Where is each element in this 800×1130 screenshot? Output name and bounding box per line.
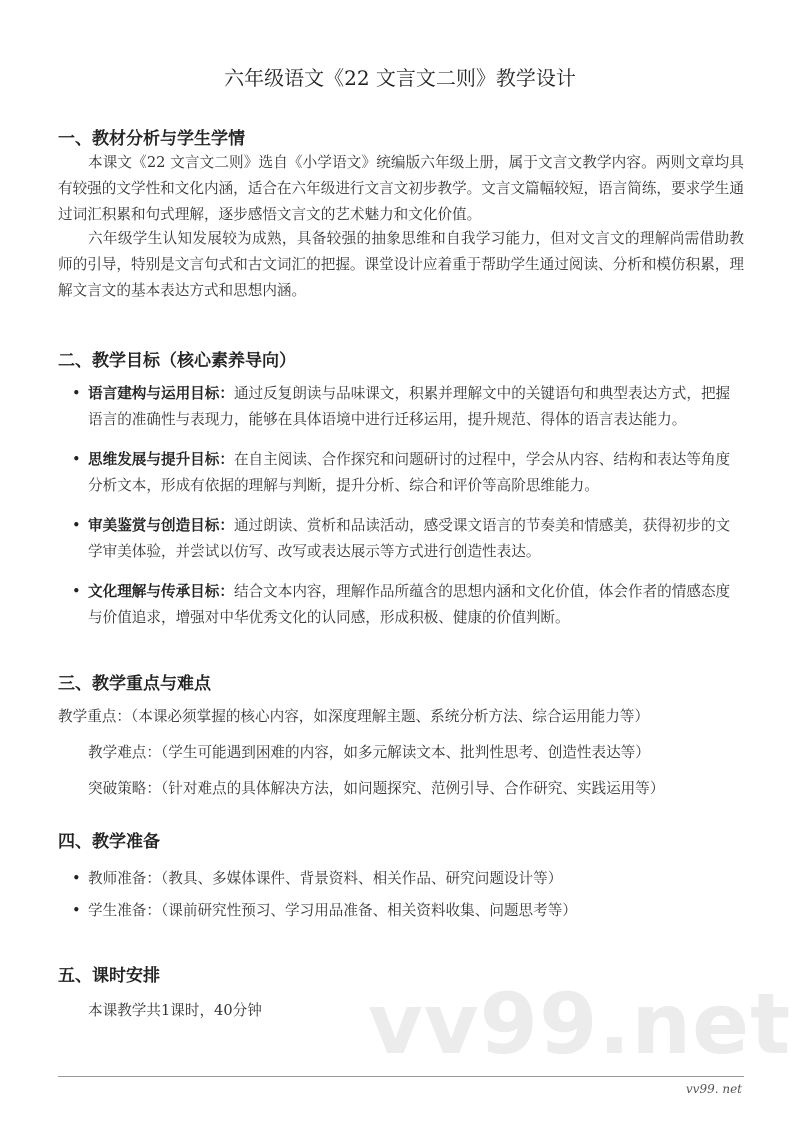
- section-heading-3: 三、教学重点与难点: [58, 674, 211, 694]
- objectives-list: [72, 381, 744, 631]
- item-label: 语言建构与运用目标：: [88, 385, 234, 402]
- preparation-list: [72, 866, 744, 924]
- section-heading-1: 一、教材分析与学生学情: [58, 129, 245, 149]
- section-heading-5: 五、课时安排: [58, 966, 160, 986]
- list-item: [72, 381, 744, 433]
- item-text: 通过朗读、赏析和品读活动，感受课文语言的节奏美和情感美，获得初步的文学审美体验，并尝试以仿写、改写或表达展示等方式进行创造性表达。: [88, 517, 731, 560]
- list-item: [72, 447, 744, 499]
- item-label: 文化理解与传承目标：: [88, 583, 234, 600]
- list-item: • 教师准备：（教具、多媒体课件、背景资料、相关作品、研究问题设计等）: [72, 866, 744, 892]
- list-item: [72, 513, 744, 565]
- list-item: • 学生准备：（课前研究性预习、学习用品准备、相关资料收集、问题思考等）: [72, 898, 744, 924]
- item-text: 在自主阅读、合作探究和问题研讨的过程中，学会从内容、结构和表达等角度分析文本，形成有依据的理解与判断，提升分析、综合和评价等高阶思维能力。: [88, 451, 731, 494]
- item-text: 通过反复朗读与品味课文，积累并理解文中的关键语句和典型表达方式，把握语言的准确性与表现力，能够在具体语境中进行迁移运用，提升规范、得体的语言表达能力。: [88, 385, 731, 428]
- schedule-text: 本课教学共1课时，40分钟: [88, 1002, 262, 1019]
- section-heading-2: 二、教学目标（核心素养导向）: [58, 351, 296, 371]
- paragraph: 六年级学生认知发展较为成熟，具备较强的抽象思维和自我学习能力，但对文言文的理解尚需借助教师的引导，特别是文言句式和古文词汇的把握。课堂设计应着重于帮助学生通过阅读、分析和模仿积累，理解文言文的基本表达方式和思想内涵。: [58, 230, 744, 299]
- strategies: 突破策略：（针对难点的具体解决方法，如问题探究、范例引导、合作研究、实践运用等）: [88, 780, 665, 797]
- item-text: 结合文本内容，理解作品所蕴含的思想内涵和文化价值，体会作者的情感态度与价值追求，增强对中华优秀文化的认同感，形成积极、健康的价值判断。: [88, 583, 731, 626]
- paragraph: 本课文《22 文言文二则》选自《小学语文》统编版六年级上册，属于文言文教学内容。两则文章均具有较强的文学性和文化内涵，适合在六年级进行文言文初步教学。文言文篇幅较短，语言简练，要求学生通过词汇积累和句式理解，逐步感悟文言文的艺术魅力和文化价值。: [58, 154, 744, 223]
- document-title: 六年级语文《22 文言文二则》教学设计: [224, 66, 576, 90]
- section-heading-4: 四、教学准备: [58, 832, 160, 852]
- difficulties: 教学难点：（学生可能遇到困难的内容，如多元解读文本、批判性思考、创造性表达等）: [88, 744, 650, 761]
- item-label: 思维发展与提升目标：: [88, 451, 234, 468]
- watermark: vv99.net: [368, 975, 792, 1073]
- footer-divider: [58, 1076, 744, 1077]
- item-label: 审美鉴赏与创造目标：: [88, 517, 234, 534]
- list-item: [72, 579, 744, 631]
- key-points: 教学重点：（本课必须掌握的核心内容，如深度理解主题、系统分析方法、综合运用能力等）: [58, 708, 650, 725]
- footer-text: vv99. net: [685, 1082, 742, 1096]
